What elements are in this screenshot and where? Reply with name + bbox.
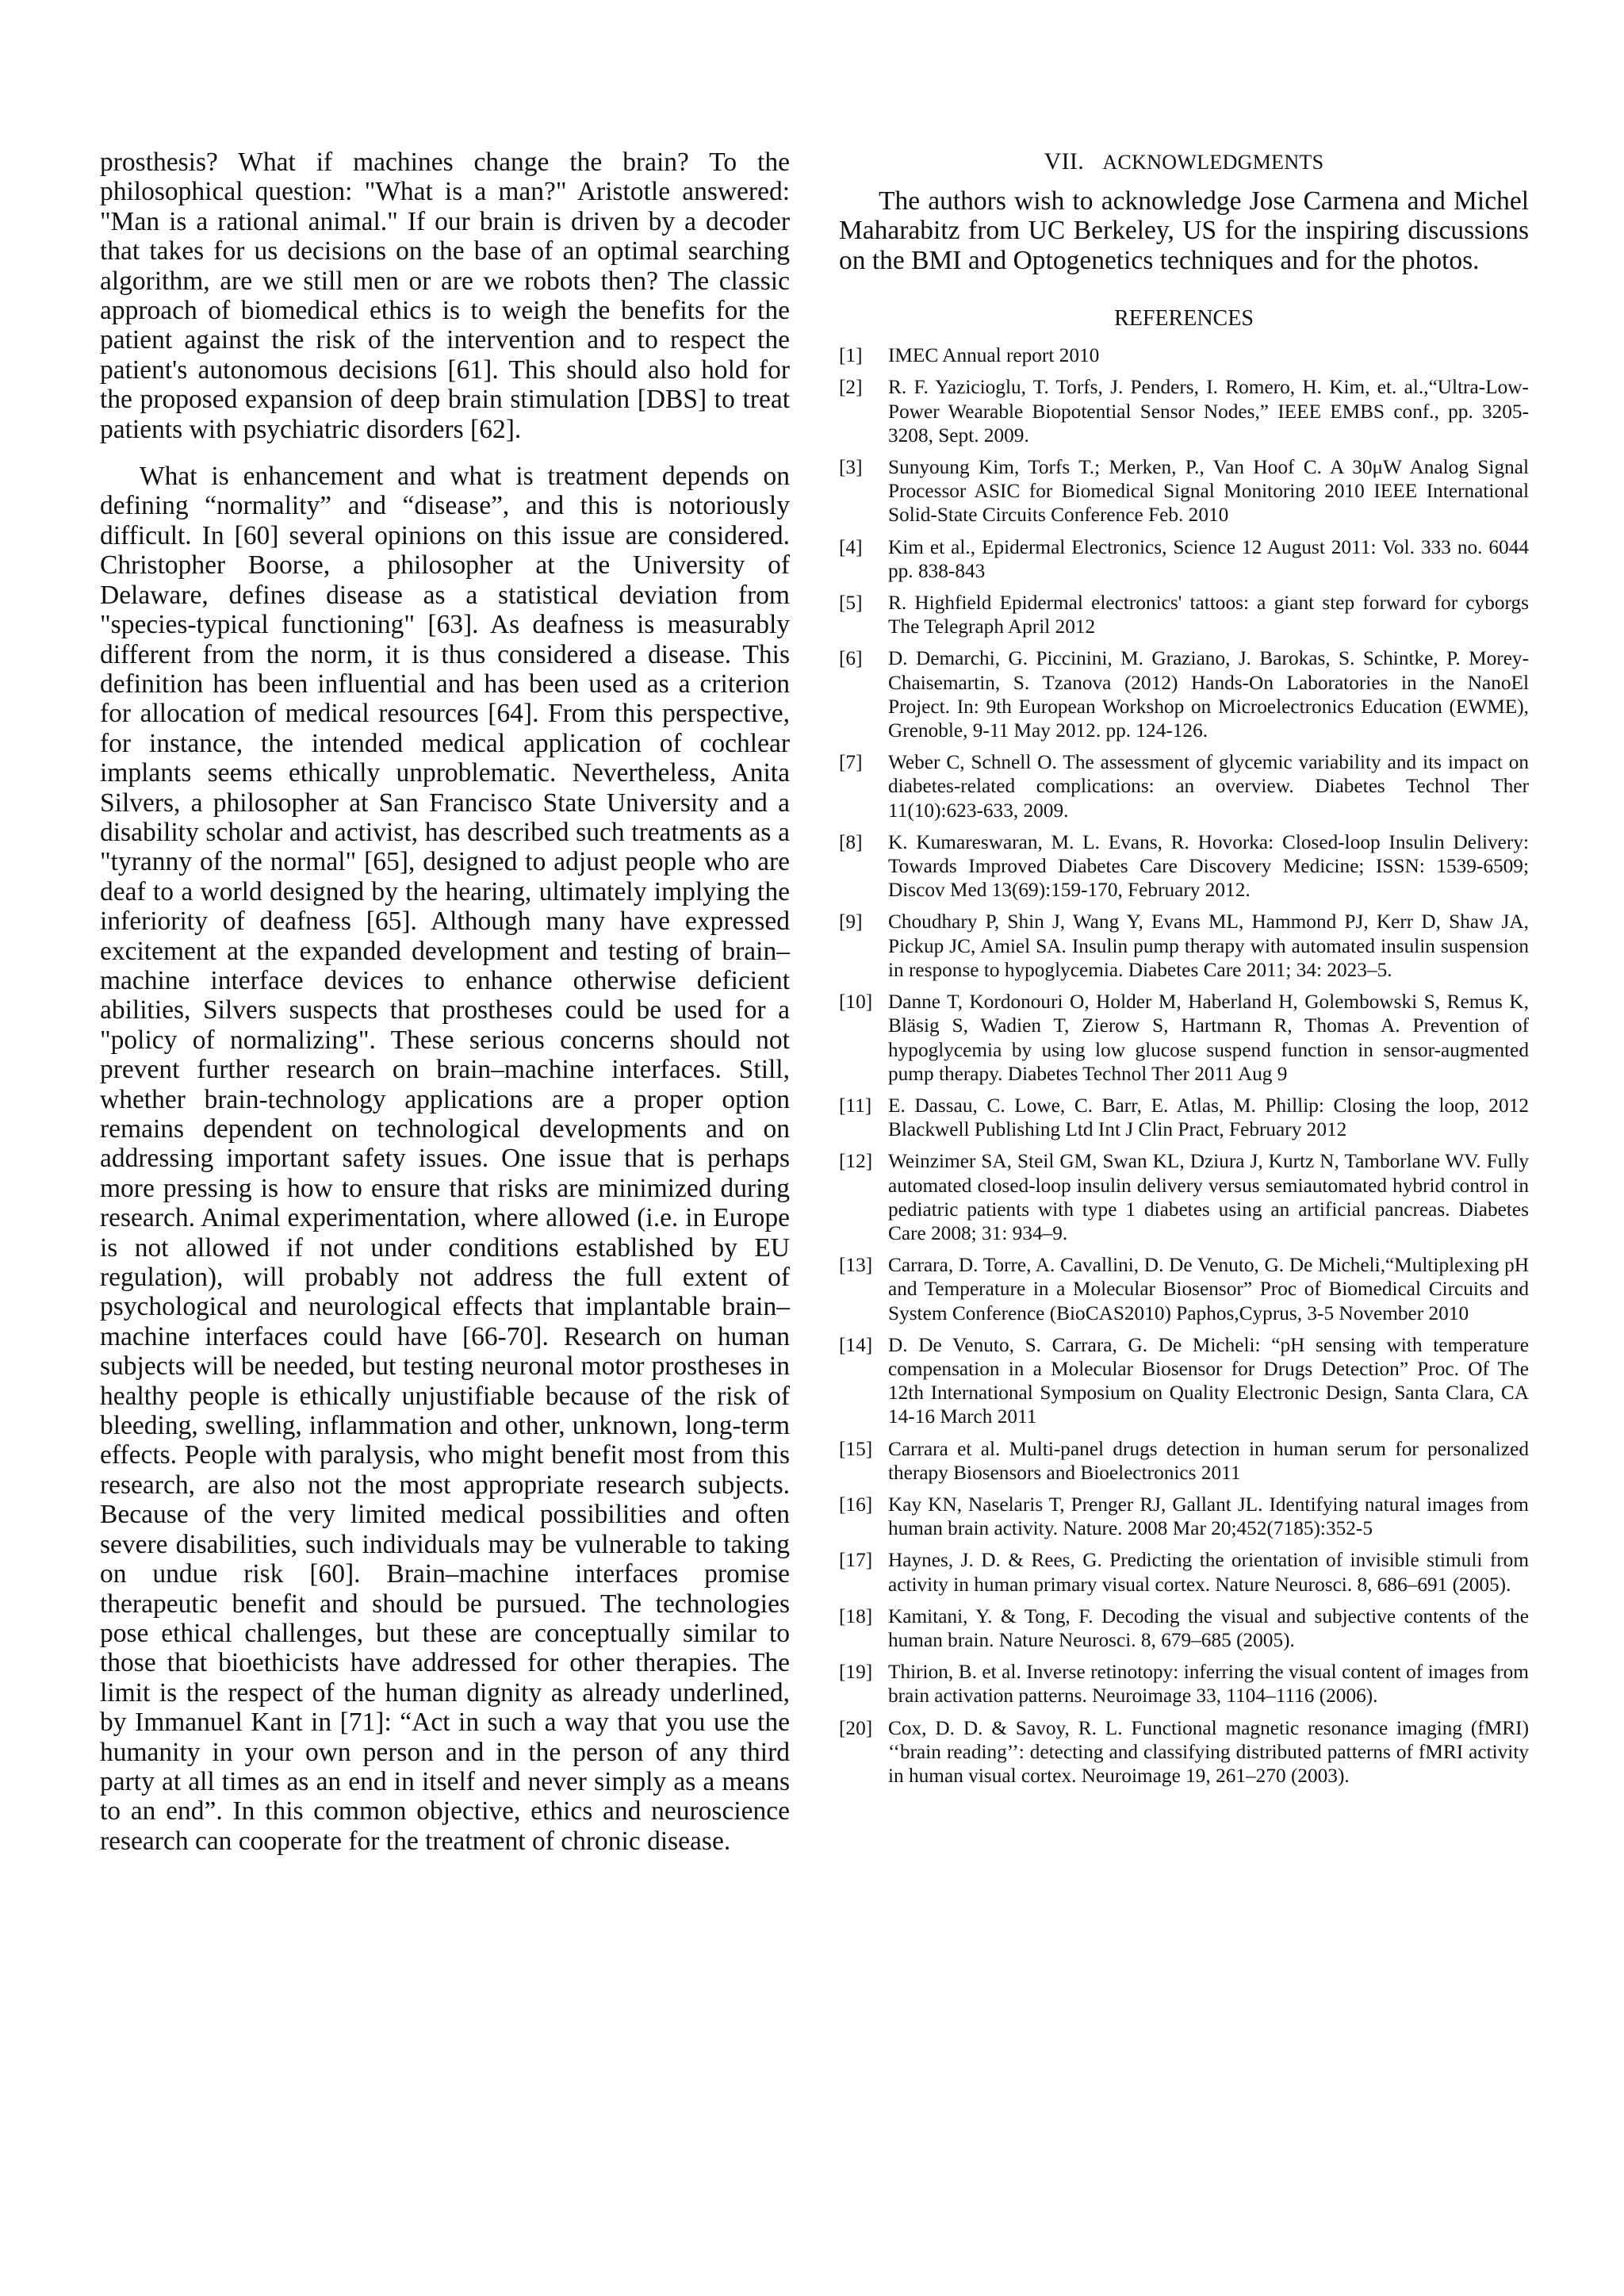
reference-text: Weinzimer SA, Steil GM, Swan KL, Dziura J, Kurtz N, Tamborlane WV. Fully automated closed-loop insulin delivery versus semiautomated hybrid control in pediatric patients with type 1 diabetes using an artificial pancreas. Diabetes Care 2008; 31: 934–9. (888, 1150, 1529, 1244)
reference-number: [6] (839, 647, 863, 670)
reference-item (839, 375, 1529, 447)
reference-text: R. F. Yazicioglu, T. Torfs, J. Penders, I. Romero, H. Kim, et. al.,“Ultra-Low-Power Wearable Biopotential Sensor Nodes,” IEEE EMBS conf., pp. 3205-3208, Sept. 2009. (888, 376, 1529, 447)
reference-item (839, 646, 1529, 742)
body-paragraph: What is enhancement and what is treatment depends on defining “normality” and “disease”, and this is notoriously difficult. In [60] several opinions on this issue are considered. Christopher Boorse, a philosopher at the University of Delaware, defines disease as a statistical deviation from "species-typical functioning" [63]. As deafness is measurably different from the norm, it is thus considered a disease. This definition has been influential and has been used as a criterion for allocation of medical resources [64]. From this perspective, for instance, the intended medical application of cochlear implants seems ethically unproblematic. Nevertheless, Anita Silvers, a philosopher at San Francisco State University and a disability scholar and activist, has described such treatments as a "tyranny of the normal" [65], designed to adjust people who are deaf to a world designed by the hearing, ultimately implying the inferiority of deafness [65]. Although many have expressed excitement at the expanded development and testing of brain–machine interface devices to enhance otherwise deficient abilities, Silvers suspects that prostheses could be used for a "policy of normalizing". These serious concerns should not prevent further research on brain–machine interfaces. Still, whether brain-technology applications are a proper option remains dependent on technological developments and on addressing important safety issues. One issue that is perhaps more pressing is how to ensure that risks are minimized during research. Animal experimentation, where allowed (i.e. in Europe is not allowed if not under conditions established by EU regulation), will probably not address the full extent of psychological and neurological effects that implantable brain–machine interfaces could have [66-70]. Research on human subjects will be needed, but testing neuronal motor prostheses in healthy people is ethically unjustifiable because of the risk of bleeding, swelling, inflammation and other, unknown, long-term effects. People with paralysis, who might benefit most from this research, are also not the most appropriate research subjects. Because of the very limited medical possibilities and often severe disabilities, such individuals may be vulnerable to taking on undue risk [60]. Brain–machine interfaces promise therapeutic benefit and should be pursued. The technologies pose ethical challenges, but these are conceptually similar to those that bioethicists have addressed for other therapies. The limit is the respect of the human dignity as already underlined, by Immanuel Kant in [71]: “Act in such a way that you use the humanity in your own person and in the person of any third party at all times as an end in itself and never simply as a means to an end”. In this common objective, ethics and neuroscience research can cooperate for the treatment of chronic disease. (100, 462, 790, 1856)
reference-item (839, 1604, 1529, 1652)
reference-text: Carrara et al. Multi-panel drugs detection in human serum for personalized therapy Biosensors and Bioelectronics 2011 (888, 1437, 1529, 1484)
reference-number: [13] (839, 1254, 873, 1277)
section-number: VII. (1044, 148, 1085, 174)
reference-number: [3] (839, 456, 863, 479)
reference-item (839, 1094, 1529, 1141)
reference-text: Kim et al., Epidermal Electronics, Science 12 August 2011: Vol. 333 no. 6044 pp. 838-843 (888, 535, 1529, 582)
reference-item (839, 1437, 1529, 1485)
reference-text: IMEC Annual report 2010 (888, 344, 1100, 367)
reference-item (839, 750, 1529, 822)
reference-number: [20] (839, 1716, 873, 1739)
reference-item (839, 455, 1529, 527)
reference-item (839, 535, 1529, 583)
reference-text: Choudhary P, Shin J, Wang Y, Evans ML, Hammond PJ, Kerr D, Shaw JA, Pickup JC, Amiel SA. Insulin pump therapy with automated insulin suspension in response to hypoglycemia. Diabetes Care 2011; 34: 2023–5. (888, 910, 1529, 981)
reference-number: [7] (839, 751, 863, 774)
reference-number: [1] (839, 344, 863, 367)
reference-number: [17] (839, 1549, 873, 1572)
right-column (839, 148, 1529, 1796)
reference-text: Danne T, Kordonouri O, Holder M, Haberland H, Golembowski S, Remus K, Bläsig S, Wadien T, Zierow S, Hartmann R, Thomas A. Prevention of hypoglycemia by using low glucose suspend function in sensor-augmented pump therapy. Diabetes Technol Ther 2011 Aug 9 (888, 991, 1529, 1085)
reference-number: [14] (839, 1333, 873, 1356)
reference-text: D. De Venuto, S. Carrara, G. De Micheli: “pH sensing with temperature compensation in a Molecular Biosensor for Drugs Detection” Proc. Of The 12th International Symposium on Quality Electronic Design, Santa Clara, CA 14-16 March 2011 (888, 1333, 1529, 1428)
reference-text: Carrara, D. Torre, A. Cavallini, D. De Venuto, G. De Micheli,“Multiplexing pH and Temperature in a Molecular Biosensor” Proc of Biomedical Circuits and System Conference (BioCAS2010) Paphos,Cyprus, 3-5 November 2010 (888, 1254, 1529, 1324)
reference-number: [16] (839, 1493, 873, 1516)
reference-number: [9] (839, 910, 863, 933)
reference-text: Kamitani, Y. & Tong, F. Decoding the visual and subjective contents of the human brain. Nature Neurosci. 8, 679–685 (2005). (888, 1604, 1529, 1651)
acknowledgments-body: The authors wish to acknowledge Jose Carmena and Michel Maharabitz from UC Berkeley, US for the inspiring discussions on the BMI and Optogenetics techniques and for the photos. (839, 186, 1529, 275)
reference-text: Haynes, J. D. & Rees, G. Predicting the orientation of invisible stimuli from activity in human primary visual cortex. Nature Neurosci. 8, 686–691 (2005). (888, 1549, 1529, 1596)
reference-number: [4] (839, 535, 863, 558)
reference-text: Weber C, Schnell O. The assessment of glycemic variability and its impact on diabetes-related complications: an overview. Diabetes Technol Ther 11(10):623-633, 2009. (888, 751, 1529, 822)
reference-item (839, 1253, 1529, 1325)
left-column (100, 148, 790, 1856)
reference-item (839, 1149, 1529, 1245)
reference-item (839, 591, 1529, 638)
reference-item (839, 830, 1529, 903)
reference-item (839, 1548, 1529, 1596)
reference-text: Kay KN, Naselaris T, Prenger RJ, Gallant JL. Identifying natural images from human brain activity. Nature. 2008 Mar 20;452(7185):352-5 (888, 1493, 1529, 1540)
reference-text: Cox, D. D. & Savoy, R. L. Functional magnetic resonance imaging (fMRI) ‘‘brain reading’’: detecting and classifying distributed patterns of fMRI activity in human visual cortex. Neuroimage 19, 261–270 (2003). (888, 1716, 1529, 1787)
reference-item (839, 1716, 1529, 1788)
reference-number: [10] (839, 991, 873, 1014)
reference-item (839, 343, 1529, 367)
body-paragraph: prosthesis? What if machines change the brain? To the philosophical question: "What is a man?" Aristotle answered: "Man is a rational animal." If our brain is driven by a decoder that takes for us decisions on the base of an optimal searching algorithm, are we still men or are we robots then? The classic approach of biomedical ethics is to weigh the benefits for the patient against the risk of the intervention and to respect the patient's autonomous decisions [61]. This should also hold for the proposed expansion of deep brain stimulation [DBS] to treat patients with psychiatric disorders [62]. (100, 148, 790, 444)
reference-text: R. Highfield Epidermal electronics' tattoos: a giant step forward for cyborgs The Telegraph April 2012 (888, 592, 1529, 638)
reference-item (839, 990, 1529, 1086)
reference-item (839, 910, 1529, 982)
reference-text: Thirion, B. et al. Inverse retinotopy: inferring the visual content of images from brain activation patterns. Neuroimage 33, 1104–1116 (2006). (888, 1661, 1529, 1708)
reference-item (839, 1333, 1529, 1429)
reference-number: [8] (839, 830, 863, 853)
reference-item (839, 1493, 1529, 1540)
reference-number: [5] (839, 592, 863, 615)
reference-item (839, 1660, 1529, 1708)
references-heading: REFERENCES (1114, 306, 1254, 332)
reference-number: [11] (839, 1094, 872, 1117)
acknowledgments-heading (839, 148, 1529, 177)
section-title: ACKNOWLEDGMENTS (1102, 151, 1324, 174)
reference-list (839, 343, 1529, 1788)
reference-number: [19] (839, 1661, 873, 1684)
reference-text: Sunyoung Kim, Torfs T.; Merken, P., Van Hoof C. A 30μW Analog Signal Processor ASIC for Biomedical Signal Monitoring 2010 IEEE International Solid-State Circuits Conference Feb. 2010 (888, 456, 1529, 527)
reference-number: [18] (839, 1604, 873, 1627)
reference-number: [12] (839, 1150, 873, 1173)
reference-number: [2] (839, 376, 863, 399)
reference-text: D. Demarchi, G. Piccinini, M. Graziano, J. Barokas, S. Schintke, P. Morey-Chaisemartin, S. Tzanova (2012) Hands-On Laboratories in the NanoEl Project. In: 9th European Workshop on Microelectronics Education (EWME), Grenoble, 9-11 May 2012. pp. 124-126. (888, 647, 1529, 742)
reference-text: E. Dassau, C. Lowe, C. Barr, E. Atlas, M. Phillip: Closing the loop, 2012 Blackwell Publishing Ltd Int J Clin Pract, February 2012 (888, 1094, 1529, 1141)
reference-text: K. Kumareswaran, M. L. Evans, R. Hovorka: Closed-loop Insulin Delivery: Towards Improved Diabetes Care Discovery Medicine; ISSN: 1539-6509; Discov Med 13(69):159-170, February 2012. (888, 830, 1529, 902)
reference-number: [15] (839, 1437, 873, 1460)
